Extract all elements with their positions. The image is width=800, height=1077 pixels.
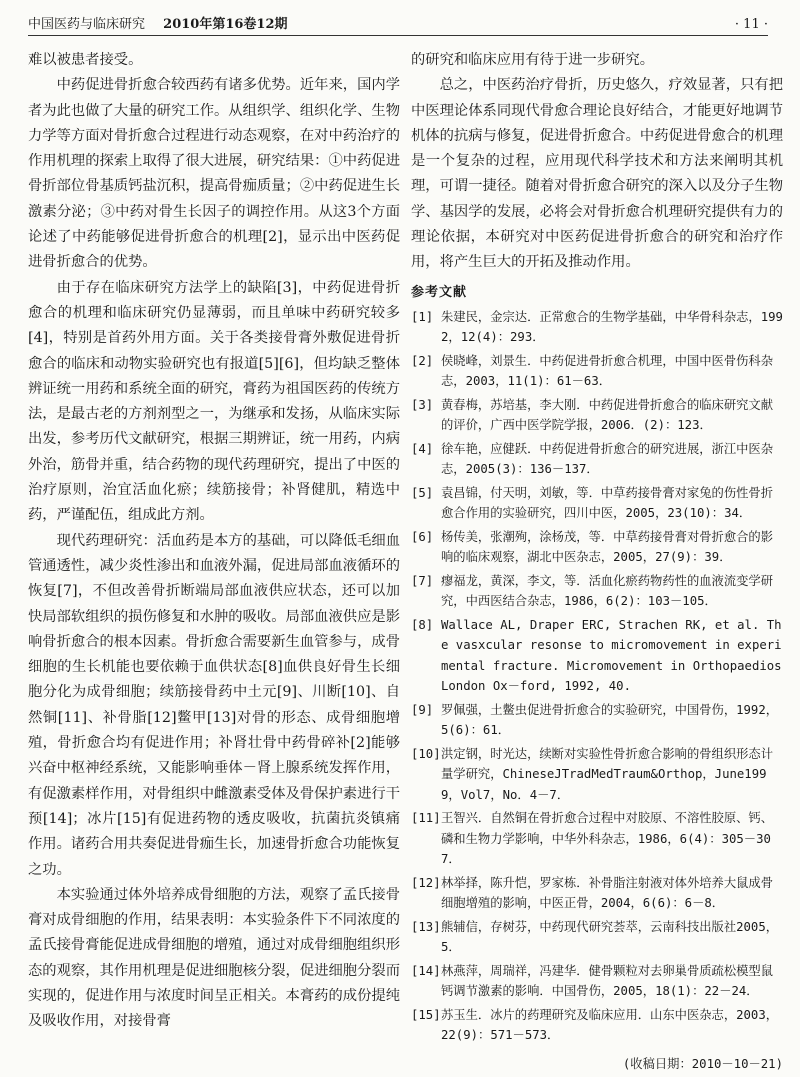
reference-number: [13] bbox=[411, 919, 441, 934]
reference-text: 袁昌锦，付天明，刘敏，等．中草药接骨膏对家兔的伤性骨折愈合作用的实验研究，四川中医，2005，23(10)：34． bbox=[441, 485, 774, 521]
reference-number: [8] bbox=[411, 617, 434, 632]
reference-item bbox=[411, 439, 783, 480]
reference-number: [12] bbox=[411, 875, 441, 890]
reference-item bbox=[411, 961, 783, 1002]
right-column bbox=[411, 48, 783, 1077]
reference-text: 王智兴．自然铜在骨折愈合过程中对胶原、不溶性胶原、钙、磷和生物力学影响，中华外科杂志，1986，6(4)：305－307． bbox=[441, 811, 774, 867]
page-header bbox=[28, 10, 768, 36]
reference-text: 林举择，陈升恺，罗家栋．补骨脂注射液对体外培养大鼠成骨细胞增殖的影响，中医正骨，2004，6(6)：6－8． bbox=[441, 875, 774, 911]
reference-text: 杨传美，张潮殉，涂杨茂，等．中草药接骨膏对骨折愈合的影响的临床观察，湖北中医杂志，2005，27(9)：39． bbox=[441, 529, 774, 565]
reference-item bbox=[411, 808, 783, 870]
references-heading: 参考文献 bbox=[411, 284, 468, 300]
reference-number: [2] bbox=[411, 353, 434, 368]
paragraph: 的研究和临床应用有待于进一步研究。 bbox=[411, 52, 655, 68]
issue-info: 2010年第16卷12期 bbox=[163, 17, 288, 32]
reference-text: Wallace AL, Draper ERC, Strachen RK, et al. The vasxcular resonse to micromovement in experimental fracture. Micromovement in Orthopaedios London Ox－ford, 1992, 40. bbox=[441, 617, 782, 694]
received-date: (收稿日期：2010－10－21) bbox=[622, 1056, 783, 1071]
paragraph: 现代药理研究：活血药是本方的基础，可以降低毛细血管通透性，减少炎性渗出和血液外漏，促进局部血液循环的恢复[7]，不但改善骨折断端局部血液供应状态，还可以加快局部软组织的损伤修复和水肿的吸收。局部血液供应是影响骨折愈合的根本因素。骨折愈合需要新生血管参与，成骨细胞的生长机能也要依赖于血供状态[8]血供良好骨生长细胞分化为成骨细胞；续筋接骨药中土元[9]、川断[10]、自然铜[11]、补骨脂[12]鳖甲[13]对骨的形态、成骨细胞增殖，骨折愈合均有促进作用；补肾壮骨中药骨碎补[2]能够兴奋中枢神经系统，又能影响垂体－肾上腺系统发挥作用，有促激素样作用，对骨组织中雌激素受体及骨保护素进行干预[14]；冰片[15]有促进药物的透皮吸收，抗菌抗炎镇痛作用。诸药合用共奏促进骨痂生长，加速骨折愈合功能恢复之功。 bbox=[28, 532, 400, 878]
reference-text: 徐车艳，应健跃．中药促进骨折愈合的研究进展，浙江中医杂志，2005(3)：136－137． bbox=[441, 441, 774, 477]
paragraph: 难以被患者接受。 bbox=[28, 52, 143, 68]
reference-item bbox=[411, 395, 783, 436]
header-left bbox=[28, 13, 302, 32]
reference-item bbox=[411, 1005, 783, 1046]
left-column bbox=[28, 48, 400, 1035]
reference-text: 侯晓峰，刘景生．中药促进骨折愈合机理，中国中医骨伤科杂志，2003，11(1)：61－63． bbox=[441, 353, 774, 389]
reference-text: 洪定钢，时光达，续断对实验性骨折愈合影响的骨组织形态计量学研究，ChineseJTradMedTraum&Orthop，June1999，Vol7，No．4－7． bbox=[441, 746, 774, 802]
reference-text: 朱建民，金宗达．正常愈合的生物学基础，中华骨科杂志，1992，12(4)：293． bbox=[441, 309, 783, 345]
reference-number: [3] bbox=[411, 397, 434, 412]
page-number: · 11 · bbox=[734, 17, 768, 32]
reference-item bbox=[411, 351, 783, 392]
reference-text: 罗佩强，土鳖虫促进骨折愈合的实验研究，中国骨伤，1992，5(6)：61． bbox=[441, 702, 779, 738]
paragraph: 总之，中医药治疗骨折，历史悠久，疗效显著，只有把中医理论体系同现代骨愈合理论良好结合，才能更好地调节机体的抗病与修复，促进骨折愈合。中药促进骨愈合的机理是一个复杂的过程，应用现代科学技术和方法来阐明其机理，可谓一捷径。随着对骨折愈合研究的深入以及分子生物学、基因学的发展，必将会对骨折愈合机理研究提供有力的理论依据，本研究对中医药促进骨折愈合的研究和治疗作用，将产生巨大的开拓及推动作用。 bbox=[411, 77, 783, 271]
paragraph: 由于存在临床研究方法学上的缺陷[3]，中药促进骨折愈合的机理和临床研究仍显薄弱，而且单味中药研究较多[4]，特别是首药外用方面。关于各类接骨膏外敷促进骨折愈合的临床和动物实验研究也有报道[5][6]，但均缺乏整体辨证统一用药和系统全面的研究，膏药为祖国医药的传统方法，是最古老的方剂剂型之一，为继承和发扬，从临床实际出发，参考历代文献研究，根据三期辨证，统一用药，内病外治，筋骨并重，结合药物的现代药理研究，提出了中医的治疗原则，治宜活血化瘀；续筋接骨；补肾健肌，精选中药，严谨配伍，组成此方剂。 bbox=[28, 279, 400, 524]
reference-item bbox=[411, 571, 783, 612]
reference-text: 苏玉生．冰片的药理研究及临床应用．山东中医杂志，2003，22(9)：571－573． bbox=[441, 1007, 779, 1043]
paragraph: 中药促进骨折愈合较西药有诸多优势。近年来，国内学者为此也做了大量的研究工作。从组织学、组织化学、生物力学等方面对骨折愈合过程进行动态观察，在对中药治疗的作用机理的探索上取得了很大进展，研究结果：①中药促进骨折部位骨基质钙盐沉积，提高骨痂质量；②中药促进生长激素分泌；③中药对骨生长因子的调控作用。从这3个方面论述了中药能够促进骨折愈合的机理[2]，显示出中医药促进骨折愈合的优势。 bbox=[28, 77, 400, 271]
reference-item bbox=[411, 483, 783, 524]
reference-item bbox=[411, 873, 783, 914]
reference-item bbox=[411, 527, 783, 568]
reference-text: 林燕萍，周瑞祥，冯建华．健骨颗粒对去卵巢骨质疏松模型鼠钙调节激素的影响．中国骨伤，2005，18(1)：22－24． bbox=[441, 963, 774, 999]
reference-number: [7] bbox=[411, 573, 434, 588]
reference-text: 黄春梅，苏培基，李大刚．中药促进骨折愈合的临床研究文献的评价，广西中医学院学报，2006．(2)：123． bbox=[441, 397, 774, 433]
reference-number: [6] bbox=[411, 529, 434, 544]
reference-item bbox=[411, 615, 783, 697]
paragraph: 本实验通过体外培养成骨细胞的方法，观察了孟氏接骨膏对成骨细胞的作用，结果表明：本实验条件下不同浓度的孟氏接骨膏能促进成骨细胞的增殖，通过对成骨细胞组织形态的观察，其作用机理是促进细胞核分裂，促进细胞分裂而实现的，促进作用与浓度时间呈正相关。本膏药的成份提纯及吸收作用，对接骨膏 bbox=[28, 886, 400, 1030]
reference-number: [10] bbox=[411, 746, 441, 761]
reference-item bbox=[411, 917, 783, 958]
reference-item bbox=[411, 307, 783, 348]
reference-number: [15] bbox=[411, 1007, 441, 1022]
reference-number: [9] bbox=[411, 702, 434, 717]
reference-text: 瘳福龙，黄深，李文，等．活血化瘀药物药性的血液流变学研究，中西医结合杂志，1986，6(2)：103－105． bbox=[441, 573, 774, 609]
reference-number: [11] bbox=[411, 811, 441, 826]
reference-number: [14] bbox=[411, 963, 441, 978]
reference-list bbox=[411, 307, 783, 1046]
reference-number: [4] bbox=[411, 441, 434, 456]
reference-text: 熊辅信，存树芬，中药现代研究荟萃，云南科技出版社2005，5． bbox=[441, 919, 779, 955]
reference-number: [1] bbox=[411, 309, 434, 324]
reference-item bbox=[411, 744, 783, 806]
reference-number: [5] bbox=[411, 485, 434, 500]
journal-title: 中国医药与临床研究 bbox=[28, 17, 146, 32]
reference-item bbox=[411, 700, 783, 741]
